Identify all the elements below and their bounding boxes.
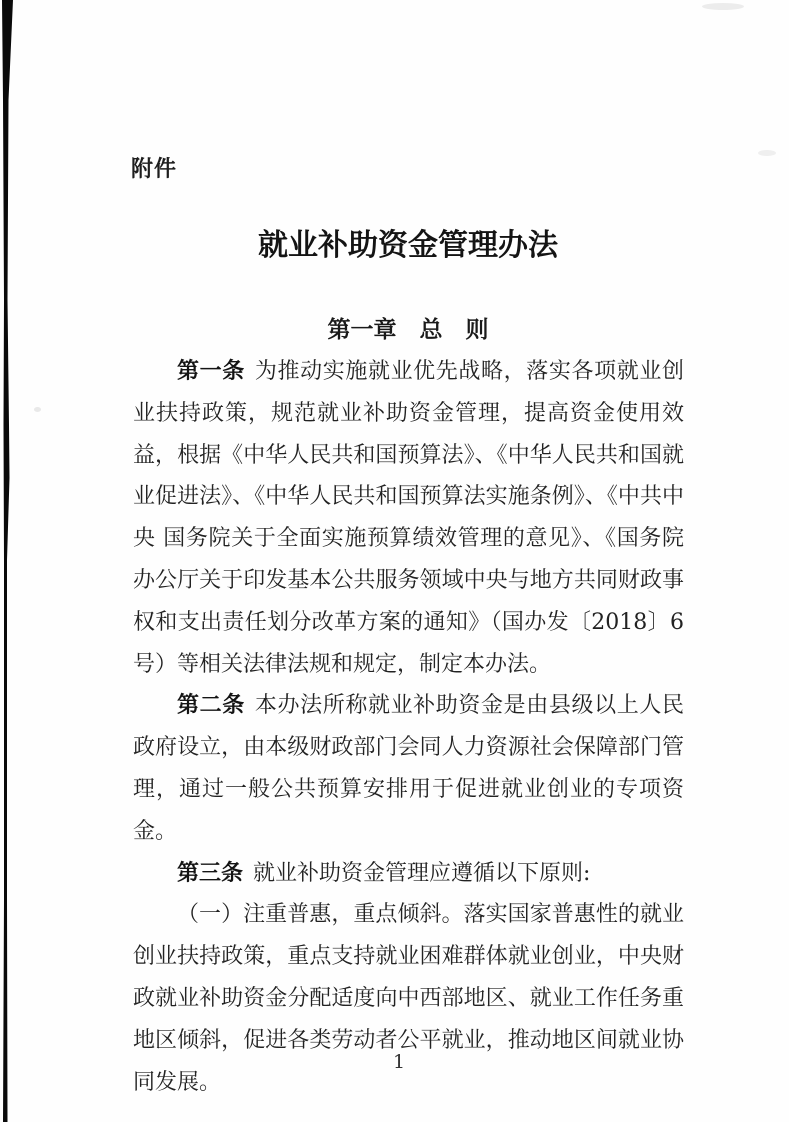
chapter-heading: 第一章 总 则	[327, 317, 489, 343]
paragraph-text: 就业补助资金管理应遵循以下原则:	[253, 860, 591, 886]
paragraph-text: （一）注重普惠，重点倾斜。落实国家普惠性的就业创业扶持政策，重点支持就业困难群体就业创业，中央财政就业补助资金分配适度向中西部地区、就业工作任务重地区倾斜，促进各类劳动者公平就业，推动地区间就业协同发展。	[133, 902, 684, 1095]
article-number: 第一条	[177, 359, 245, 384]
body-paragraphs	[133, 351, 684, 1103]
paragraph	[133, 853, 684, 895]
paragraph	[133, 685, 684, 852]
page-number: 1	[392, 1051, 406, 1073]
paragraph-text: 本办法所称就业补助资金是由县级以上人民政府设立，由本级财政部门会同人力资源社会保障部门管理，通过一般公共预算安排用于促进就业创业的专项资金。	[133, 693, 684, 844]
article-number: 第二条	[177, 693, 245, 719]
paragraph-text: 为推动实施就业优先战略，落实各项就业创业扶持政策，规范就业补助资金管理，提高资金使用效益，根据《中华人民共和国预算法》、《中华人民共和国就业促进法》、《中华人民共和国预算法实施条例》、《中共中央 国务院关于全面实施预算绩效管理的意见》、《国务院办公厅关于印发基本公共服务领域中央与地方共同财政事权和支出责任划分改革方案的通知》（国办发〔2018〕6号）等相关法律法规和规定，制定本办法。	[133, 359, 684, 677]
article-number: 第三条	[177, 860, 244, 886]
paragraph	[133, 351, 684, 685]
document-title: 就业补助资金管理办法	[258, 228, 558, 263]
attachment-label: 附件	[131, 157, 178, 182]
scan-noise	[758, 150, 776, 156]
scan-edge-artifact	[0, 0, 18, 1122]
scan-noise	[702, 3, 744, 10]
scan-noise	[34, 407, 41, 412]
